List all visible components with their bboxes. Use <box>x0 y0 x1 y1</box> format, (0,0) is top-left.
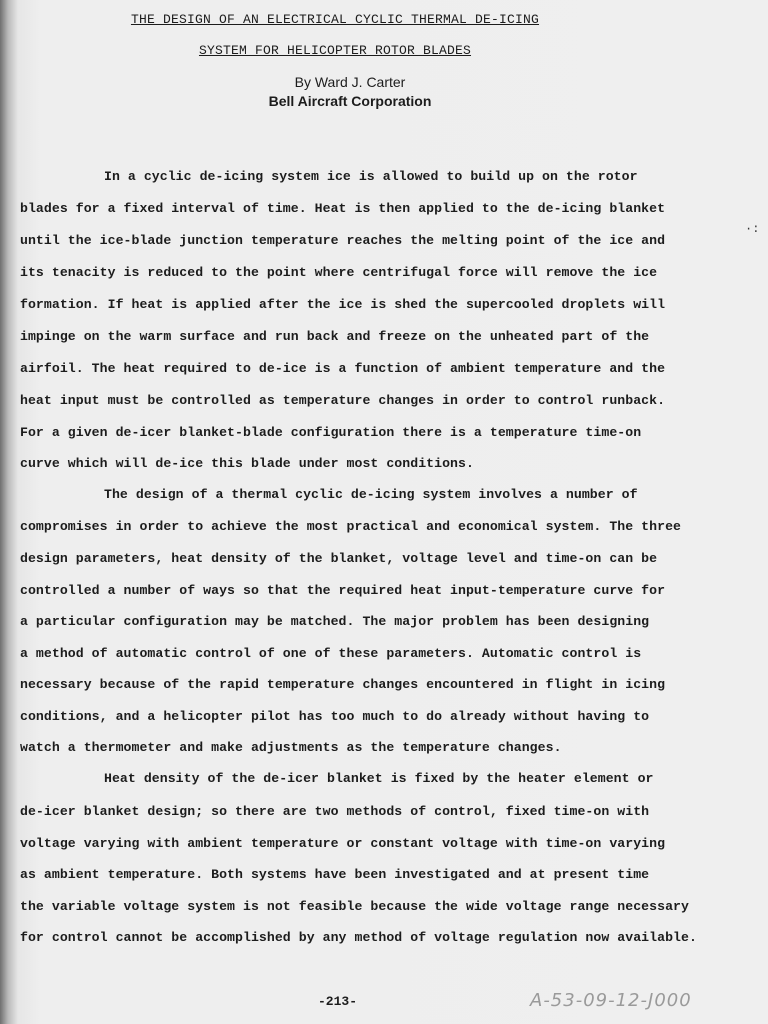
body-line: impinge on the warm surface and run back and freeze on the unheated part of the <box>20 329 650 344</box>
archive-stamp: A-53-09-12-J000 <box>530 990 692 1011</box>
body-line: a method of automatic control of one of these parameters. Automatic control is <box>20 646 642 661</box>
body-line: design parameters, heat density of the blanket, voltage level and time-on can be <box>20 551 658 566</box>
body-line: watch a thermometer and make adjustments as the temperature changes. <box>20 740 562 755</box>
body-line: conditions, and a helicopter pilot has too much to do already without having to <box>20 709 650 724</box>
body-line: airfoil. The heat required to de-ice is a function of ambient temperature and the <box>20 361 666 376</box>
body-line: blades for a fixed interval of time. Heat is then applied to the de-icing blanket <box>20 201 666 216</box>
body-line: heat input must be controlled as temperature changes in order to control runback. <box>20 393 666 408</box>
document-title-line-1: THE DESIGN OF AN ELECTRICAL CYCLIC THERMAL DE-ICING <box>130 12 540 27</box>
body-line: its tenacity is reduced to the point where centrifugal force will remove the ice <box>20 265 658 280</box>
document-title-line-2: SYSTEM FOR HELICOPTER ROTOR BLADES <box>198 43 472 58</box>
body-line: For a given de-icer blanket-blade configuration there is a temperature time-on <box>20 425 642 440</box>
body-line: formation. If heat is applied after the ice is shed the supercooled droplets will <box>20 297 666 312</box>
body-line: de-icer blanket design; so there are two methods of control, fixed time-on with <box>20 804 650 819</box>
author-byline: By Ward J. Carter <box>294 74 406 90</box>
body-line: for control cannot be accomplished by any method of voltage regulation now available. <box>20 930 697 945</box>
margin-mark: ·: <box>745 222 760 236</box>
body-line: controlled a number of ways so that the required heat input-temperature curve for <box>20 583 666 598</box>
body-line: In a cyclic de-icing system ice is allowed to build up on the rotor <box>104 169 638 184</box>
body-line: voltage varying with ambient temperature or constant voltage with time-on varying <box>20 836 666 851</box>
body-line: until the ice-blade junction temperature reaches the melting point of the ice and <box>20 233 666 248</box>
body-line: curve which will de-ice this blade under most conditions. <box>20 456 474 471</box>
body-line: necessary because of the rapid temperature changes encountered in flight in icing <box>20 677 666 692</box>
body-line: the variable voltage system is not feasible because the wide voltage range necessary <box>20 899 689 914</box>
body-line: The design of a thermal cyclic de-icing system involves a number of <box>104 487 638 502</box>
body-line: a particular configuration may be matched. The major problem has been designing <box>20 614 650 629</box>
body-line: as ambient temperature. Both systems have been investigated and at present time <box>20 867 650 882</box>
organization-name: Bell Aircraft Corporation <box>268 93 432 109</box>
page-number: -213- <box>318 994 358 1009</box>
body-line: compromises in order to achieve the most practical and economical system. The three <box>20 519 681 534</box>
body-line: Heat density of the de-icer blanket is fixed by the heater element or <box>104 771 654 786</box>
